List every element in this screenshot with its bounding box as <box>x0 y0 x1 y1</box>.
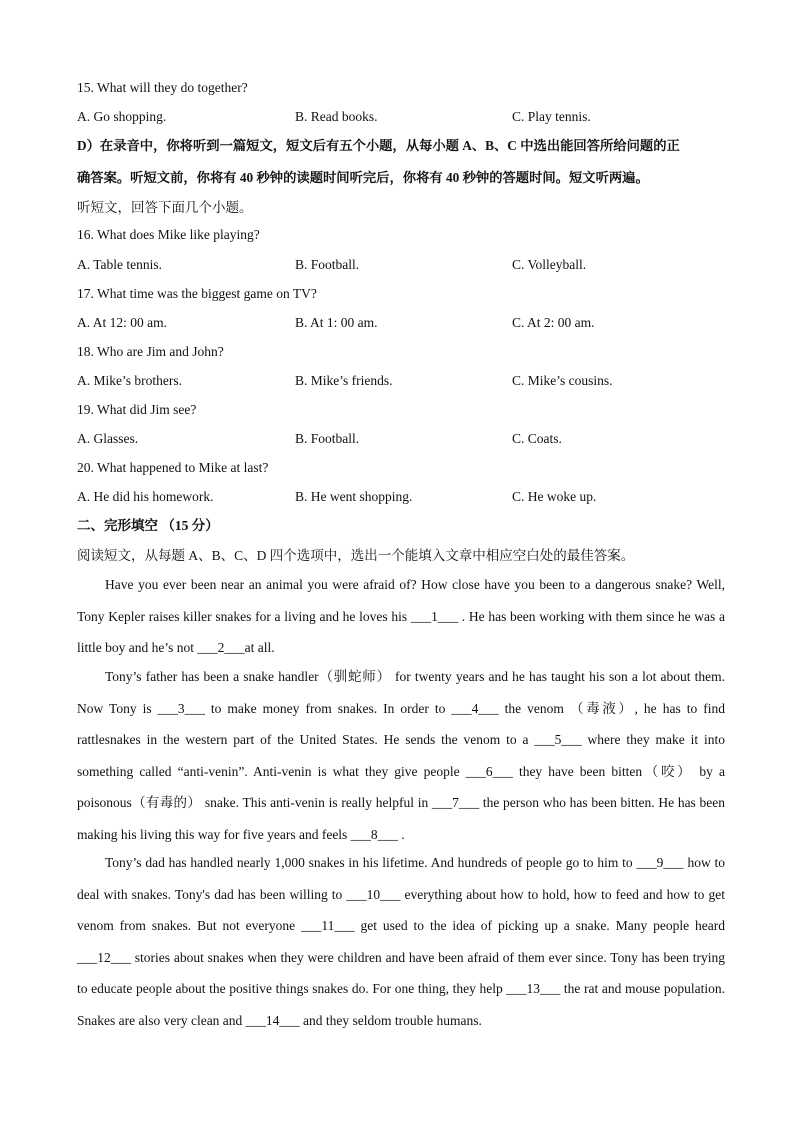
question-16-option-a: A. Table tennis. <box>77 257 163 272</box>
question-17-option-a: A. At 12: 00 am. <box>77 315 167 330</box>
question-19-option-c: C. Coats. <box>512 431 562 446</box>
passage-paragraph-3: Tony’s dad has handled nearly 1,000 snakes in his lifetime. And hundreds of people go to him to ___9___ how to deal with snakes. Tony's dad has been willing to ___10___ everything about how to hold, how to feed and how to get venom from snakes. But not everyone ___11___ get used to the idea of picking up a snake. Many people heard ___12___ stories about snakes when they were children and have been afraid of them ever since. Tony has been trying to educate people about the positive things snakes do. For one thing, they help ___13___ the rat and mouse population. Snakes are also very clean and ___14___ and they seldom trouble humans. <box>77 855 725 1028</box>
question-17-option-c: C. At 2: 00 am. <box>512 315 595 330</box>
section-2-instruction: 阅读短文，从每题 A、B、C、D 四个选项中，选出一个能填入文章中相应空白处的最佳答案。 <box>77 548 635 563</box>
question-18-option-a: A. Mike’s brothers. <box>77 373 182 388</box>
question-16-option-b: B. Football. <box>295 257 360 272</box>
question-20-option-b: B. He went shopping. <box>295 489 413 504</box>
question-19-stem: 19. What did Jim see? <box>77 402 197 417</box>
question-19-option-a: A. Glasses. <box>77 431 139 446</box>
question-15-option-b: B. Read books. <box>295 109 378 124</box>
question-20-option-c: C. He woke up. <box>512 489 597 504</box>
question-15-option-c: C. Play tennis. <box>512 109 591 124</box>
question-17-stem: 17. What time was the biggest game on TV? <box>77 286 317 301</box>
question-19-option-b: B. Football. <box>295 431 360 446</box>
question-18-option-c: C. Mike’s cousins. <box>512 373 613 388</box>
question-16-option-c: C. Volleyball. <box>512 257 587 272</box>
section-d-instruction-line-2: 确答案。听短文前，你将有 40 秒钟的读题时间听完后，你将有 40 秒钟的答题时间。短文听两遍。 <box>77 170 649 185</box>
question-15-stem: 15. What will they do together? <box>77 80 248 95</box>
question-16-stem: 16. What does Mike like playing? <box>77 227 260 242</box>
passage-paragraph-1: Have you ever been near an animal you were afraid of? How close have you been to a dangerous snake? Well, Tony Kepler raises killer snakes for a living and he loves his ___1___ . He has been working with them since he was a little boy and he’s not ___2___at all. <box>77 577 725 655</box>
question-20-option-a: A. He did his homework. <box>77 489 214 504</box>
question-18-option-b: B. Mike’s friends. <box>295 373 393 388</box>
section-d-instruction-line-3: 听短文，回答下面几个小题。 <box>77 200 253 215</box>
passage-paragraph-2: Tony’s father has been a snake handler（驯蛇师） for twenty years and he has taught his son a lot about them. Now Tony is ___3___ to make money from snakes. In order to ___4___ the venom （毒液）, he has to find rattlesnakes in the western part of the United States. He sends the venom to a ___5___ where they make it into something called “anti-venin”. Anti-venin is what they give people ___6___ they have been bitten（咬） by a poisonous（有毒的） snake. This anti-venin is really helpful in ___7___ the person who has been bitten. He has been making his living this way for five years and feels ___8___ . <box>77 669 725 842</box>
question-18-stem: 18. Who are Jim and John? <box>77 344 224 359</box>
question-17-option-b: B. At 1: 00 am. <box>295 315 378 330</box>
section-d-instruction-line-1: D）在录音中，你将听到一篇短文，短文后有五个小题，从每小题 A、B、C 中选出能回答所给问题的正 <box>77 138 680 153</box>
question-15-option-a: A. Go shopping. <box>77 109 167 124</box>
section-2-title: 二、完形填空 （15 分） <box>77 518 219 533</box>
question-20-stem: 20. What happened to Mike at last? <box>77 460 269 475</box>
